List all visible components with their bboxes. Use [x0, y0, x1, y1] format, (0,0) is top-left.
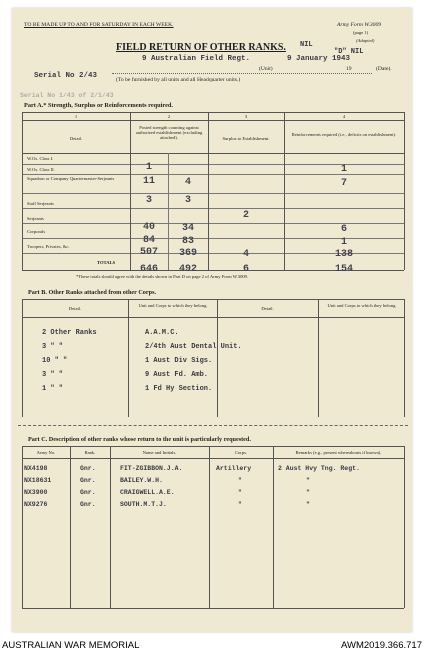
c-corps: " — [238, 489, 242, 496]
c-header-rank: Rank. — [84, 450, 96, 455]
cut-line — [18, 425, 408, 426]
col-header-posted: Posted strength counting against authorized establishment (excluding attached). — [135, 125, 203, 140]
c-name: CRAIGWELL.A.E. — [120, 489, 175, 496]
row-label: Staff Serjeants — [27, 201, 54, 206]
unit-label: (Unit) — [259, 66, 273, 72]
form-title: FIELD RETURN OF OTHER RANKS. — [116, 42, 286, 53]
unit-name: 9 Australian Field Regt. — [142, 55, 251, 63]
serial-number: Serial No 2/43 — [34, 72, 98, 80]
nil-mark-1: NIL — [300, 41, 313, 49]
c-header-corps: Corps. — [234, 450, 248, 455]
adapted-note: (Adapted) — [356, 38, 375, 43]
col-number-1: 1 — [74, 114, 78, 119]
form-number: Army Form W.3009 — [337, 22, 382, 28]
col-number-2: 2 — [167, 114, 171, 119]
year-print: 19 — [346, 66, 352, 72]
b-header-detail-2: Detail. — [261, 306, 274, 311]
b-detail: 10 " " — [42, 357, 68, 365]
surplus-value: 4 — [242, 249, 249, 260]
c-rank: Gnr. — [80, 477, 96, 484]
posted-b: 34 — [181, 223, 194, 234]
totals-label: TOTALS — [97, 260, 116, 265]
b-header-unit: Unit and Corps to which they belong. — [138, 303, 208, 308]
faint-typed-line: Serial No 1/43 of 2/1/43 — [20, 92, 114, 99]
b-unit: 9 Aust Fd. Amb. — [145, 371, 209, 379]
c-remarks: 2 Aust Hvy Tng. Regt. — [278, 465, 360, 472]
total-a: 646 — [139, 264, 158, 275]
date-label: (Date). — [376, 66, 392, 72]
c-name: BAILEY.W.H. — [120, 477, 163, 484]
total-surplus: 6 — [242, 264, 249, 275]
c-header-remarks: Remarks (e.g., present whereabouts if known). — [295, 450, 382, 455]
row-label: Squadron or Company Quartermaster-Serjeants — [27, 176, 115, 181]
c-header-army-no: Army No. — [36, 450, 56, 455]
reinf-value: 6 — [340, 224, 347, 235]
b-header-detail: Detail. — [68, 306, 82, 311]
b-unit: 1 Aust Div Sigs. — [145, 357, 213, 365]
c-army-no: NX18631 — [24, 477, 52, 484]
row-label: W.Os. Class II. — [27, 167, 55, 172]
b-unit: 1 Fd Hy Section. — [145, 385, 213, 393]
total-reinf: 154 — [334, 264, 353, 275]
posted-a: 1 — [145, 162, 152, 173]
posted-a: 84 — [142, 235, 155, 246]
b-detail: 3 " " — [42, 343, 64, 351]
c-army-no: NX3900 — [24, 489, 48, 496]
c-army-no: NX9276 — [24, 501, 48, 508]
c-remarks: " — [306, 489, 310, 496]
part-b-title: Part B. Other Ranks attached from other Corps. — [28, 289, 157, 296]
b-detail: 2 Other Ranks — [42, 329, 97, 337]
b-header-unit-2: Unit and Corps to which they belong. — [327, 303, 397, 308]
row-label: Corporals — [27, 229, 46, 234]
b-detail: 3 " " — [42, 371, 64, 379]
unit-dotted-line — [112, 73, 372, 74]
c-rank: Gnr. — [80, 501, 96, 508]
posted-b: 4 — [184, 177, 191, 188]
reinf-value: 7 — [340, 178, 347, 189]
posted-a: 40 — [142, 222, 155, 233]
c-name: SOUTH.M.T.J. — [120, 501, 167, 508]
c-rank: Gnr. — [80, 465, 96, 472]
part-c-title: Part C. Description of other ranks whose return to the unit is particularly requested. — [28, 436, 251, 443]
reinf-value: 1 — [340, 164, 347, 175]
col-header-detail: Detail. — [69, 136, 83, 141]
top-note: TO BE MADE UP TO AND FOR SATURDAY IN EACH WEEK. — [24, 22, 174, 28]
reinf-value: 1 — [340, 237, 347, 248]
c-corps: " — [238, 501, 242, 508]
col-number-3: 3 — [244, 114, 248, 119]
posted-b: 369 — [178, 248, 197, 259]
posted-a: 3 — [145, 195, 152, 206]
c-remarks: " — [306, 477, 310, 484]
footer-accession-number: AWM2019.366.717 — [341, 640, 422, 651]
part-a-footnote: *These totals should agree with the details shown in Part D on page 2 of Army Form W.3009. — [76, 274, 249, 279]
document-page — [12, 8, 412, 632]
b-unit: A.A.M.C. — [145, 329, 179, 337]
c-corps: Artillery — [216, 465, 252, 472]
part-a-title: Part A.* Strength, Surplus or Reinforcements required. — [24, 102, 173, 109]
page-number: (page 1) — [353, 30, 369, 35]
c-rank: Gnr. — [80, 489, 96, 496]
row-label: W.Os. Class I. — [27, 156, 54, 161]
c-header-name: Name and Initials. — [142, 450, 177, 455]
c-army-no: NX4198 — [24, 465, 48, 472]
b-unit: 2/4th Aust Dental Unit. — [145, 343, 242, 351]
col-header-surplus: Surplus to Establishment. — [222, 136, 270, 141]
return-date: 9 January 1943 — [287, 55, 351, 63]
col-header-reinforcements: Reinforcements required (i.e., deficits on establishment). — [291, 132, 397, 137]
total-b: 492 — [178, 264, 197, 275]
posted-a: 11 — [142, 176, 155, 187]
c-corps: " — [238, 477, 242, 484]
posted-a: 507 — [139, 247, 158, 258]
posted-b: 3 — [184, 195, 191, 206]
row-label: Troopers, Privates, &c. — [27, 244, 70, 249]
posted-b: 83 — [181, 236, 194, 247]
nil-mark-2: "D" NIL — [334, 48, 364, 56]
subtitle: (To be furnished by all units and all Headquarter units.) — [116, 77, 241, 83]
c-name: FIT-ZGIBBON.J.A. — [120, 465, 183, 472]
b-detail: 1 " " — [42, 385, 64, 393]
footer-institution: AUSTRALIAN WAR MEMORIAL — [2, 640, 140, 651]
reinf-value: 138 — [334, 249, 353, 260]
c-remarks: " — [306, 501, 310, 508]
row-label: Serjeants — [27, 216, 44, 221]
col-number-4: 4 — [342, 114, 346, 119]
surplus-value: 2 — [242, 210, 249, 221]
